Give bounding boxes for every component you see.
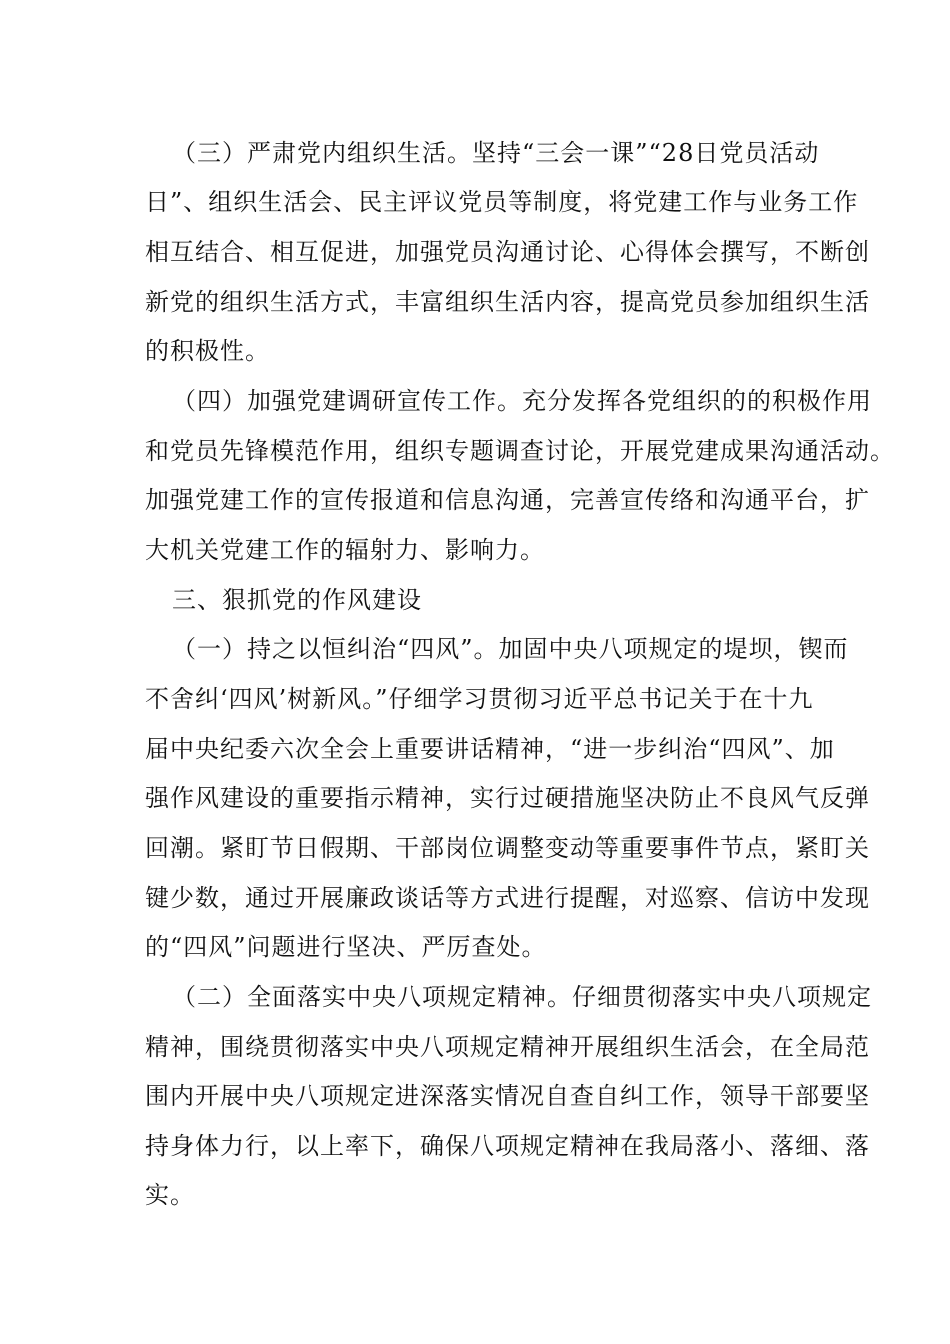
text-line: 强作风建设的重要指示精神，实行过硬措施坚决防止不良风气反弹 xyxy=(145,784,870,812)
text-line: （一）持之以恒纠治“四风”。加固中央八项规定的堤坝，锲而 xyxy=(172,635,849,663)
text-line: 持身体力行，以上率下，确保八项规定精神在我局落小、落细、落 xyxy=(145,1132,870,1160)
text-line: 相互结合、相互促进，加强党员沟通讨论、心得体会撰写，不断创 xyxy=(145,238,870,266)
text-line: （三）严肃党内组织生活。坚持“三会一课”“28日党员活动 xyxy=(172,139,820,167)
text-line: 的积极性。 xyxy=(145,337,270,365)
text-line: 大机关党建工作的辐射力、影响力。 xyxy=(145,536,545,564)
text-line: （二）全面落实中央八项规定精神。仔细贯彻落实中央八项规定 xyxy=(172,983,872,1011)
text-line: 围内开展中央八项规定进深落实情况自查自纠工作，领导干部要坚 xyxy=(145,1082,870,1110)
text-line: 实。 xyxy=(145,1181,195,1209)
text-line: 回潮。紧盯节日假期、干部岗位调整变动等重要事件节点，紧盯关 xyxy=(145,834,870,862)
text-line: 届中央纪委六次全会上重要讲话精神，“进一步纠治“四风”、加 xyxy=(145,735,835,763)
text-line: （四）加强党建调研宣传工作。充分发挥各党组织的的积极作用 xyxy=(172,387,872,415)
text-line: 和党员先锋模范作用，组织专题调查讨论，开展党建成果沟通活动。 xyxy=(145,437,895,465)
section-heading: 三、狠抓党的作风建设 xyxy=(172,586,422,614)
text-line: 键少数，通过开展廉政谈话等方式进行提醒，对巡察、信访中发现 xyxy=(145,884,870,912)
text-line: 新党的组织生活方式，丰富组织生活内容，提高党员参加组织生活 xyxy=(145,288,870,316)
text-line: 日”、组织生活会、民主评议党员等制度，将党建工作与业务工作 xyxy=(145,188,859,216)
text-line: 不舍纠‘四风’树新风。”仔细学习贯彻习近平总书记关于在十九 xyxy=(145,685,814,713)
text-line: 的“四风”问题进行坚决、严厉查处。 xyxy=(145,933,547,961)
text-line: 加强党建工作的宣传报道和信息沟通，完善宣传络和沟通平台，扩 xyxy=(145,486,870,514)
text-line: 精神，围绕贯彻落实中央八项规定精神开展组织生活会，在全局范 xyxy=(145,1033,870,1061)
